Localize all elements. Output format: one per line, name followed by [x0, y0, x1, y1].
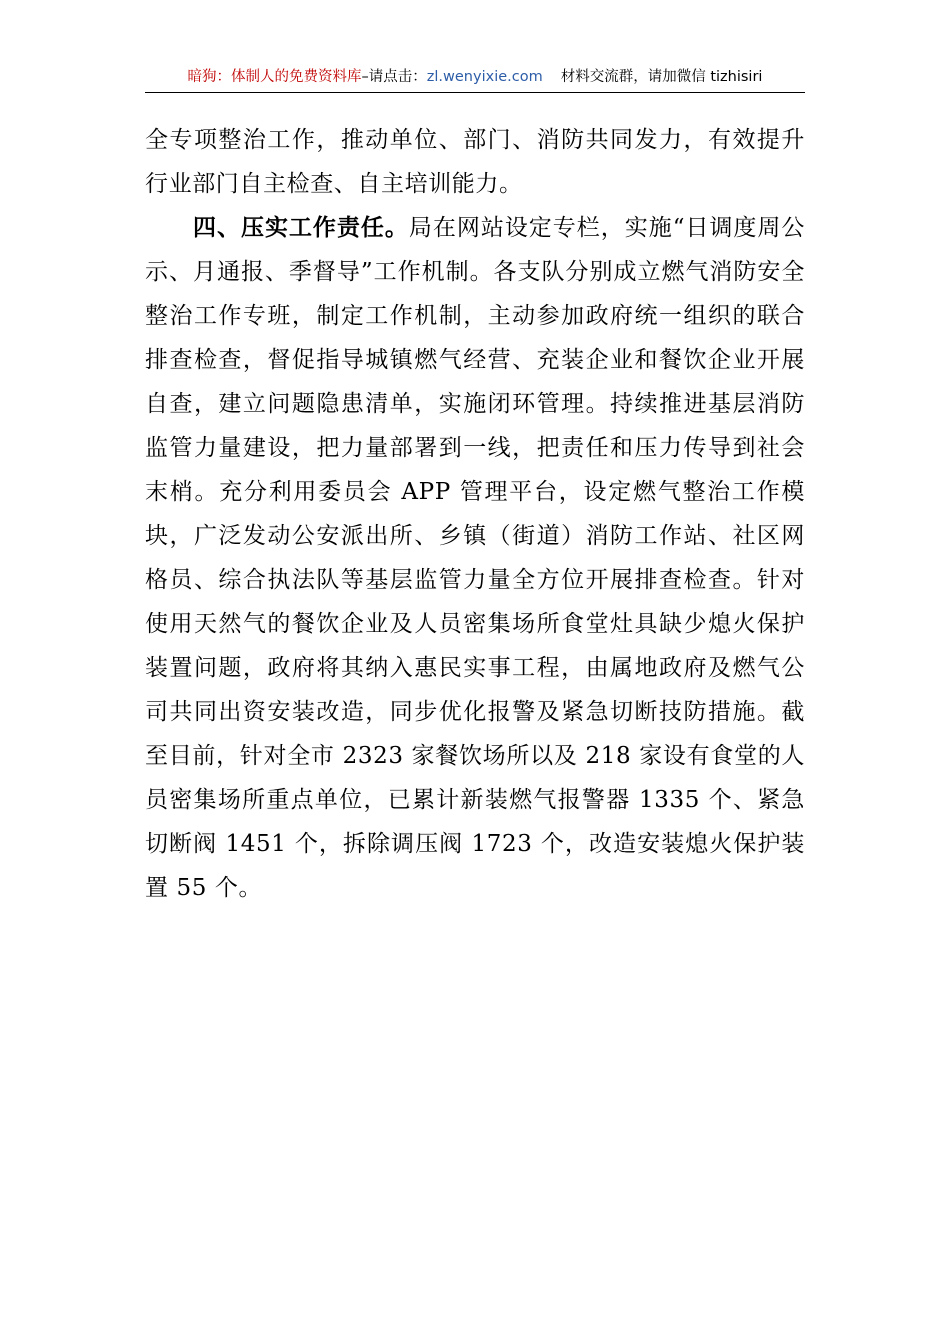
document-body	[145, 118, 805, 910]
paragraph-continued: 全专项整治工作，推动单位、部门、消防共同发力，有效提升行业部门自主检查、自主培训能力。	[145, 127, 805, 197]
section-text: 局在网站设定专栏，实施“日调度周公示、月通报、季督导”工作机制。各支队分别成立燃气消防安全整治工作专班，制定工作机制，主动参加政府统一组织的联合排查检查，督促指导城镇燃气经营、充装企业和餐饮企业开展自查，建立问题隐患清单，实施闭环管理。持续推进基层消防监管力量建设，把力量部署到一线，把责任和压力传导到社会末梢。充分利用委员会 APP 管理平台，设定燃气整治工作模块，广泛发动公安派出所、乡镇（街道）消防工作站、社区网格员、综合执法队等基层监管力量全方位开展排查检查。针对使用天然气的餐饮企业及人员密集场所食堂灶具缺少熄火保护装置问题，政府将其纳入惠民实事工程，由属地政府及燃气公司共同出资安装改造，同步优化报警及紧急切断技防措施。截至目前，针对全市 2323 家餐饮场所以及 218 家设有食堂的人员密集场所重点单位，已累计新装燃气报警器 1335 个、紧急切断阀 1451 个，拆除调压阀 1723 个，改造安装熄火保护装置 55 个。	[145, 215, 805, 901]
page-header	[145, 62, 805, 93]
section-heading: 四、压实工作责任。	[193, 214, 409, 241]
header-url-link[interactable]: zl.wenyixie.com	[426, 69, 543, 85]
header-click-prompt: –请点击：	[361, 69, 427, 85]
header-brand: 暗狗：体制人的免费资料库	[187, 69, 362, 85]
header-wechat-note: 材料交流群，请加微信 tizhisiri	[560, 69, 763, 85]
paragraph-section-four	[145, 206, 805, 910]
